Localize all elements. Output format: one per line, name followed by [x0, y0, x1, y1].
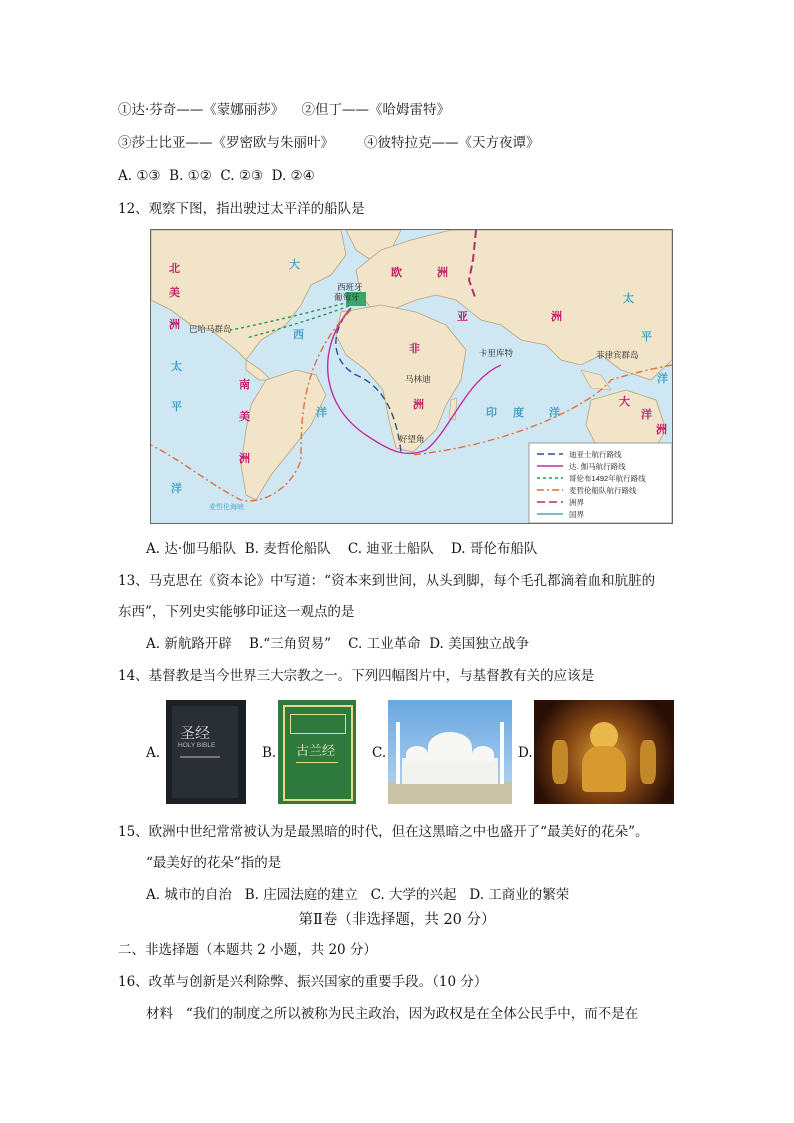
- q15-stem-line-2: “最美好的花朵”指的是: [146, 855, 282, 871]
- map-label-pacific-right-3: 洋: [657, 373, 668, 385]
- legend-label-1: 达. 伽马航行路线: [569, 462, 626, 471]
- q14-label-c: C.: [372, 745, 387, 761]
- map-label-africa-2: 洲: [413, 399, 424, 411]
- map-label-asia-2: 洲: [551, 311, 562, 323]
- map-label-north-america-1: 北: [169, 263, 180, 275]
- map-label-oceania-2: 洋: [641, 409, 652, 421]
- map-label-oceania-3: 洲: [656, 424, 667, 436]
- q16-stem: 16、改革与创新是兴利除弊、振兴国家的重要手段。（10 分）: [118, 974, 488, 990]
- navigation-routes-map: [150, 229, 673, 524]
- part2-section-heading: 二、非选择题（本题共 2 小题，共 20 分）: [118, 942, 377, 958]
- q13-options: A. 新航路开辟 B.“三角贸易” C. 工业革命 D. 美国独立战争: [146, 636, 530, 652]
- map-label-indian-3: 洋: [549, 407, 560, 419]
- q13-stem-line-1: 13、马克思在《资本论》中写道：“资本来到世间，从头到脚，每个毛孔都滴着血和肮脏的: [118, 573, 656, 589]
- quran-title: 古兰经: [296, 744, 336, 759]
- q14-label-a: A.: [146, 745, 161, 761]
- map-label-portugal: 葡萄牙: [334, 292, 360, 302]
- bible-title: 圣经: [180, 724, 211, 742]
- q12-options: A. 达·伽马船队 B. 麦哲伦船队 C. 迪亚士船队 D. 哥伦布船队: [146, 541, 538, 557]
- map-label-atlantic-1: 大: [289, 259, 300, 271]
- map-label-south-america-3: 洲: [239, 453, 250, 465]
- part2-title: 第Ⅱ卷（非选择题，共 20 分）: [298, 912, 496, 928]
- q11-item-1: ①达·芬奇——《蒙娜丽莎》 ②但丁——《哈姆雷特》: [118, 102, 450, 118]
- map-label-philippines: 菲律宾群岛: [596, 350, 639, 360]
- legend-label-2: 哥伦布1492年航行路线: [569, 474, 646, 483]
- map-label-oceania-1: 大: [619, 396, 630, 408]
- map-label-pacific-left-3: 洋: [171, 483, 182, 495]
- map-label-south-america-1: 南: [239, 379, 250, 391]
- legend-label-4: 洲界: [569, 498, 584, 507]
- q15-options: A. 城市的自治 B. 庄园法庭的建立 C. 大学的兴起 D. 工商业的繁荣: [146, 887, 570, 903]
- map-label-malindi: 马林迪: [405, 374, 431, 384]
- map-label-pacific-left-2: 平: [171, 401, 182, 413]
- map-label-pacific-right-2: 平: [641, 331, 652, 343]
- map-label-magellan-strait: 麦哲伦海峡: [209, 504, 244, 511]
- map-label-africa-1: 非: [409, 343, 420, 355]
- map-label-north-america-2: 美: [169, 287, 180, 299]
- legend-label-0: 迪亚士航行路线: [569, 450, 622, 459]
- q11-item-2: ③莎士比亚——《罗密欧与朱丽叶》 ④彼特拉克——《天方夜谭》: [118, 135, 540, 151]
- map-label-europe-1: 欧: [391, 267, 402, 279]
- map-label-europe-2: 洲: [437, 267, 448, 279]
- map-label-atlantic-3: 洋: [316, 407, 327, 419]
- q13-stem-line-2: 东西”，下列史实能够印证这一观点的是: [118, 604, 355, 620]
- map-legend: [529, 443, 672, 523]
- q12-stem: 12、观察下图，指出驶过太平洋的船队是: [118, 201, 365, 217]
- map-label-north-america-3: 洲: [169, 319, 180, 331]
- q14-label-d: D.: [518, 745, 533, 761]
- q11-options: A. ①③ B. ①② C. ②③ D. ②④: [118, 168, 315, 184]
- q15-stem-line-1: 15、欧洲中世纪常常被认为是最黑暗的时代，但在这黑暗之中也盛开了“最美好的花朵”。: [118, 824, 649, 840]
- q16-material: 材料 “我们的制度之所以被称为民主政治，因为政权是在全体公民手中，而不是在: [146, 1006, 639, 1022]
- map-label-asia-1: 亚: [457, 311, 468, 323]
- quran-image: [278, 700, 356, 804]
- map-label-pacific-left-1: 太: [171, 361, 182, 373]
- map-label-indian-1: 印: [486, 407, 497, 419]
- map-label-calicut: 卡里库特: [479, 348, 514, 358]
- map-label-indian-2: 度: [513, 407, 524, 419]
- mosque-image: [388, 700, 512, 804]
- map-label-spain: 西班牙: [337, 282, 363, 292]
- map-label-atlantic-2: 西: [293, 329, 304, 341]
- map-label-south-america-2: 美: [239, 411, 250, 423]
- map-label-cape: 好望角: [399, 434, 425, 444]
- map-label-pacific-right-1: 太: [623, 293, 634, 305]
- legend-label-5: 国界: [569, 510, 584, 519]
- bible-image: [166, 700, 246, 804]
- buddha-image: [534, 700, 674, 804]
- bible-subtitle: HOLY BIBLE: [178, 742, 216, 749]
- legend-label-3: 麦哲伦船队航行路线: [569, 486, 637, 495]
- q14-label-b: B.: [262, 745, 277, 761]
- map-label-bahamas: 巴哈马群岛: [189, 324, 232, 334]
- q14-stem: 14、基督教是当今世界三大宗教之一。下列四幅图片中，与基督教有关的应该是: [118, 668, 595, 684]
